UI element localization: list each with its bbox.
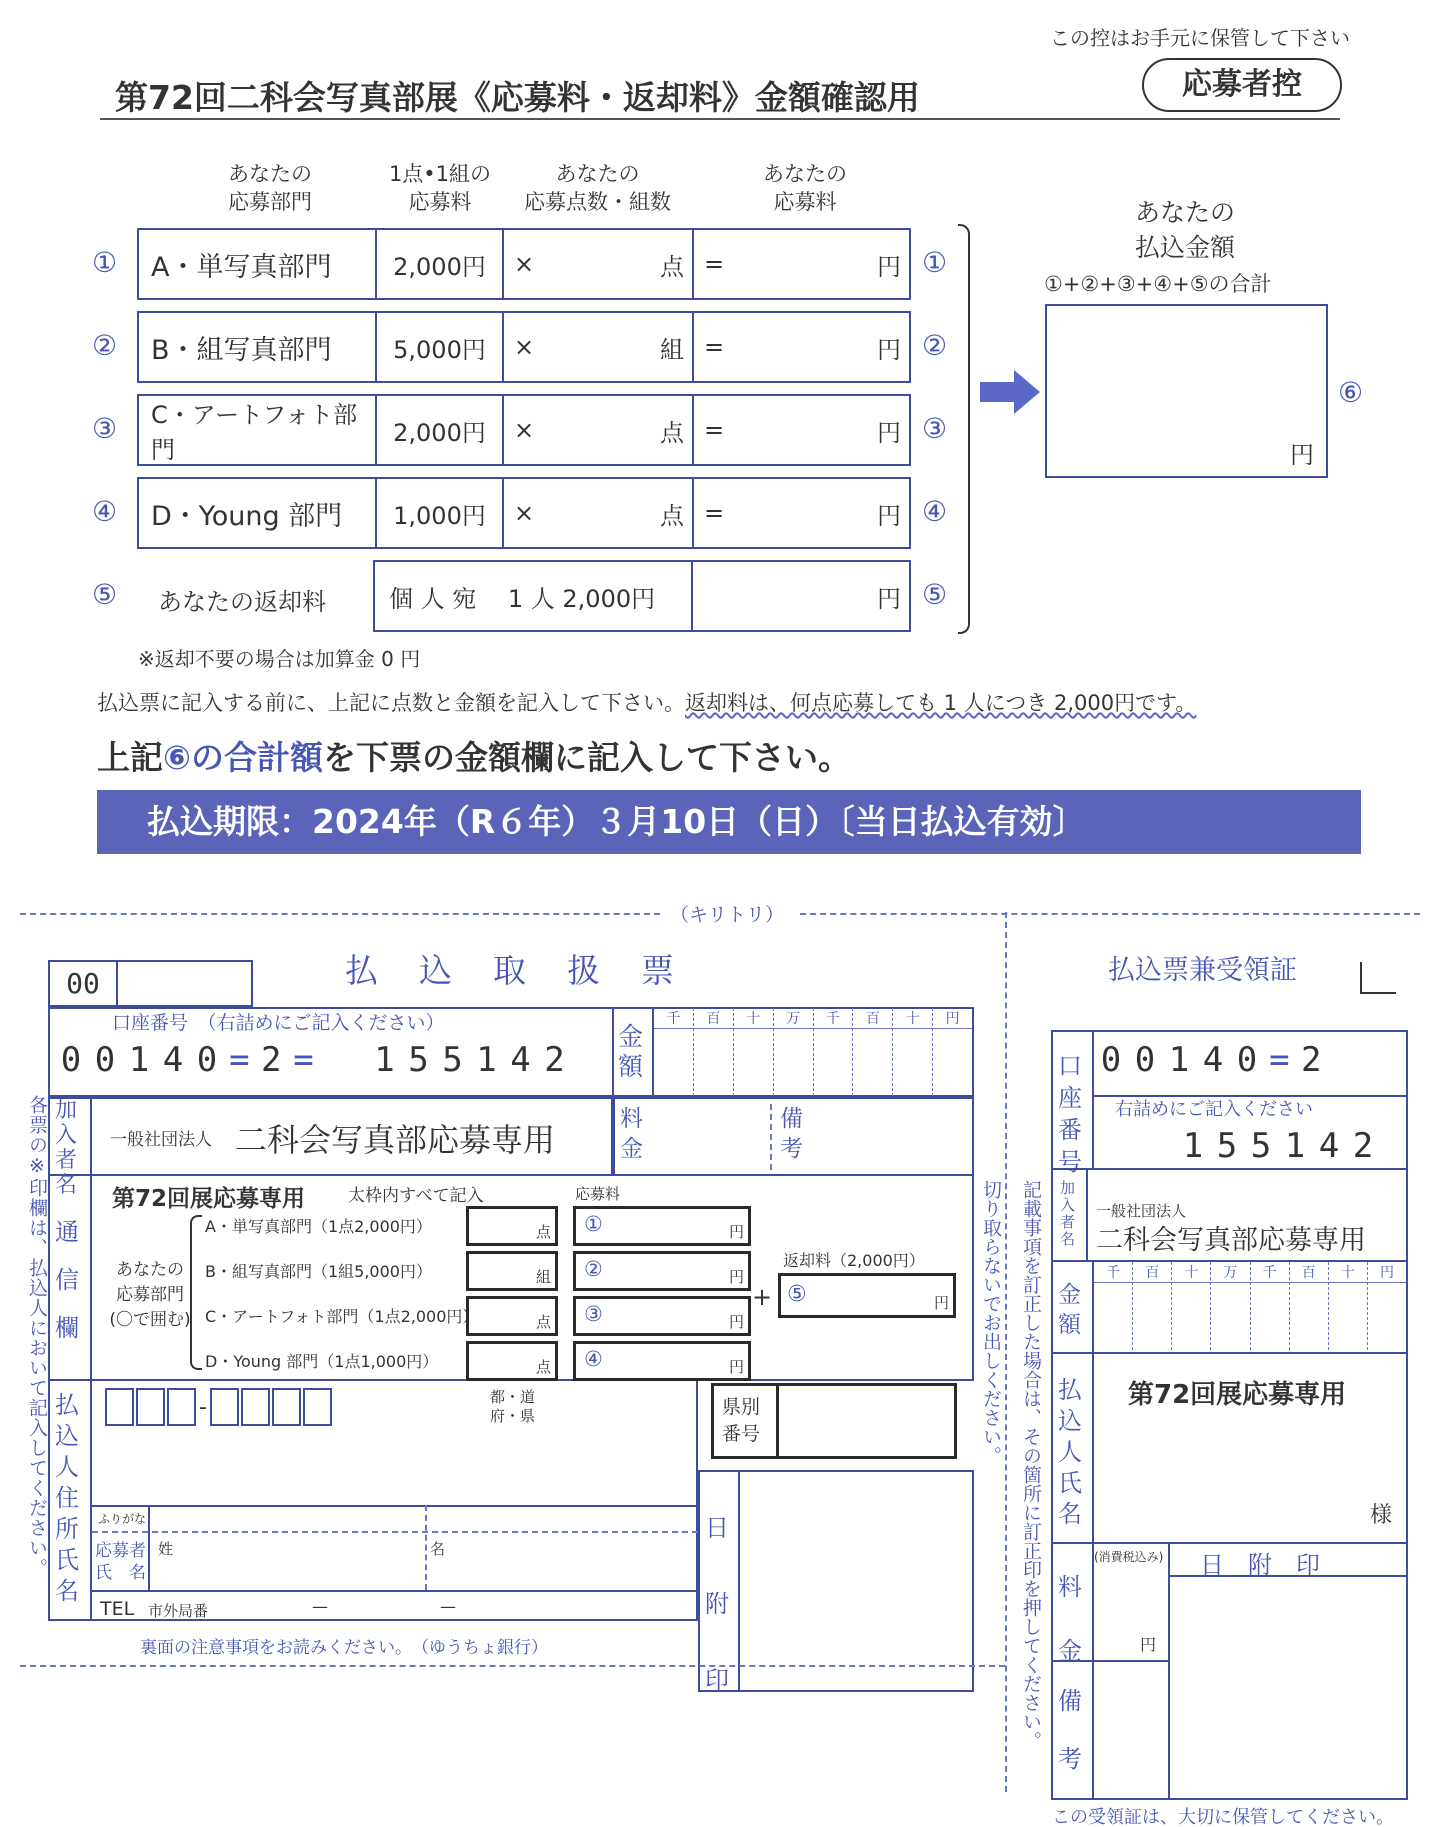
receipt-fee-divider	[1092, 1542, 1094, 1800]
row-total[interactable]	[694, 230, 909, 298]
left-side-note: 各票の※印欄は、払込人において記入してください。	[26, 1095, 48, 1578]
amount-place	[814, 1008, 854, 1096]
col-head-count: あなたの 応募点数・組数	[524, 162, 671, 214]
cut-line-right	[800, 913, 1420, 915]
pref-number-divider	[776, 1386, 779, 1456]
row-dept: A・単写真部門	[139, 230, 377, 298]
row-number-left: ③	[92, 412, 118, 445]
yen-unit: 円	[877, 501, 901, 530]
dept-num: ①	[584, 1212, 603, 1236]
place-label: 十	[1329, 1262, 1367, 1283]
amount-place	[1290, 1262, 1329, 1350]
return-fee-field[interactable]	[778, 1273, 956, 1318]
pref-label: 都・道 府・県	[490, 1388, 536, 1425]
amount-place	[933, 1008, 972, 1096]
receipt-tax: (消費税込み)	[1094, 1550, 1164, 1564]
slip-comm-fee-head: 応募料	[575, 1185, 621, 1203]
row-dept: D・Young 部門	[139, 479, 377, 547]
yen-unit: 円	[877, 252, 901, 281]
sum-total-box[interactable]	[1045, 304, 1328, 478]
slip-stamp-divider	[738, 1470, 740, 1692]
digit: 5	[1250, 1126, 1272, 1166]
receipt-right-note: 右詰めにご記入ください	[1115, 1099, 1313, 1120]
place-label: 十	[734, 1008, 773, 1029]
yen-unit: 円	[877, 584, 901, 613]
count-unit: 組	[535, 1268, 551, 1286]
given-label: 名	[430, 1540, 446, 1558]
comm-dept-fee[interactable]	[573, 1341, 751, 1381]
zip-box	[136, 1388, 165, 1426]
sum-bracket	[958, 224, 970, 634]
sum-title: あなたの 払込金額	[1134, 198, 1235, 262]
count-unit: 点	[660, 252, 684, 281]
digit: 0	[1100, 1040, 1122, 1080]
dash: =	[1269, 1040, 1290, 1080]
digit: 0	[1236, 1040, 1258, 1080]
place-label: 百	[1290, 1262, 1328, 1283]
receipt-payee-divider	[1086, 1168, 1088, 1260]
times-sign: ×	[514, 416, 535, 444]
digit: 1	[374, 1040, 395, 1080]
comm-dept-fee[interactable]	[573, 1296, 751, 1336]
times-sign: ×	[514, 499, 535, 527]
slip-payee-prefix: 一般社団法人	[110, 1130, 212, 1150]
receipt-corner	[1360, 962, 1396, 994]
slip-payee-divider	[90, 1097, 92, 1176]
digit: 1	[1168, 1040, 1190, 1080]
row-fee: 1,000円	[377, 479, 504, 547]
slip-amount-label: 金額	[618, 1022, 644, 1081]
return-fee-desc: 個 人 宛 1 人 2,000円	[375, 562, 693, 630]
count-unit: 点	[535, 1358, 551, 1376]
row-count[interactable]	[504, 313, 694, 381]
place-label: 千	[814, 1008, 853, 1029]
yen-unit: 円	[728, 1223, 744, 1241]
place-label: 百	[853, 1008, 892, 1029]
receipt-fee-label: 料金	[1058, 1573, 1082, 1665]
instruction-1b: 返却料は、何点応募しても 1 人につき 2,000円です。	[685, 691, 1197, 715]
digit: 0	[196, 1040, 218, 1080]
col-head-dept: あなたの 応募部門	[228, 162, 312, 214]
applicant-divider	[148, 1505, 150, 1590]
title-underline	[100, 118, 1340, 120]
row-number-right: ④	[922, 495, 948, 528]
comm-dept-name: B・組写真部門（1組5,000円）	[205, 1262, 432, 1281]
slip-code-box	[48, 960, 253, 1007]
row-count[interactable]	[504, 479, 694, 547]
zip-box	[272, 1388, 301, 1426]
place-label: 千	[654, 1008, 693, 1029]
digit: 1	[476, 1040, 497, 1080]
row-dept: B・組写真部門	[139, 313, 377, 381]
fee-row	[137, 394, 911, 466]
comm-dept-count[interactable]	[466, 1206, 558, 1246]
arrow-right-icon	[980, 370, 1040, 414]
col-head-total: あなたの 応募料	[763, 162, 847, 214]
slip-account-label: 口座番号 （右詰めにご記入ください）	[112, 1012, 445, 1034]
zip-box	[303, 1388, 332, 1426]
pref-number-label: 県別 番号	[722, 1396, 761, 1445]
slip-footer: 裏面の注意事項をお読みください。 （ゆうちょ銀行）	[140, 1638, 548, 1658]
amount-place	[694, 1008, 734, 1096]
receipt-amount-bottom	[1051, 1352, 1408, 1354]
plus-sign: +	[752, 1283, 773, 1311]
times-sign: ×	[514, 333, 535, 361]
slip-fee-label: 料金	[620, 1106, 643, 1162]
amount-place	[1329, 1262, 1368, 1350]
count-unit: 点	[535, 1313, 551, 1331]
receipt-payee-name: 二科会写真部応募専用	[1096, 1225, 1366, 1256]
dash: =	[293, 1040, 314, 1080]
return-note: ※返却不要の場合は加算金 0 円	[138, 647, 421, 671]
slip-account-number	[54, 1040, 571, 1080]
cut-label: （キリトリ）	[670, 904, 785, 926]
slip-amount-places[interactable]	[654, 1008, 972, 1096]
slip-comm-divider	[90, 1176, 92, 1381]
deadline-banner	[97, 790, 1361, 854]
row-total[interactable]	[694, 479, 909, 547]
dash: =	[229, 1040, 250, 1080]
slip-payer-label: 払込人住所氏名	[55, 1391, 79, 1605]
place-label: 百	[1133, 1262, 1171, 1283]
zip-box	[105, 1388, 134, 1426]
place-label: 円	[933, 1008, 972, 1029]
place-label: 円	[1368, 1262, 1406, 1283]
row-fee: 2,000円	[377, 396, 504, 464]
name-divider	[425, 1505, 427, 1590]
receipt-amount-places[interactable]	[1094, 1262, 1406, 1350]
comm-dept-name: D・Young 部門（1点1,000円）	[205, 1352, 439, 1371]
instruction-2c: を下票の金額欄に記入して下さい。	[322, 738, 851, 777]
digit: 1	[1182, 1126, 1204, 1166]
slip-code: 00	[50, 962, 118, 1005]
slip-account-divider	[612, 1007, 614, 1097]
receipt-payer-label: 払込人氏名	[1058, 1376, 1082, 1528]
keep-note: この控はお手元に保管して下さい	[1050, 26, 1350, 50]
sum-yen: 円	[1290, 441, 1314, 469]
amount-place	[654, 1008, 694, 1096]
digit: 2	[544, 1040, 565, 1080]
equals-sign: =	[704, 250, 725, 278]
tel-dash-1: —	[312, 1597, 328, 1616]
comm-dept-count[interactable]	[466, 1296, 558, 1336]
slip-memo-divider	[770, 1104, 772, 1170]
slip-comm-title: 第72回展応募専用	[112, 1186, 306, 1212]
pref-number-box[interactable]	[711, 1383, 957, 1459]
digit: 2	[1352, 1126, 1374, 1166]
instruction-line-1	[97, 687, 1196, 717]
amount-place	[1172, 1262, 1211, 1350]
count-unit: 点	[535, 1223, 551, 1241]
receipt-footer: この受領証は、大切に保管してください。	[1052, 1807, 1394, 1827]
yen-unit: 円	[728, 1358, 744, 1376]
yen-unit: 円	[728, 1268, 744, 1286]
instruction-1a: 払込票に記入する前に、上記に点数と金額を記入して下さい。	[97, 691, 685, 715]
zip-code-boxes[interactable]	[105, 1388, 332, 1426]
digit: 4	[510, 1040, 531, 1080]
row-count[interactable]	[504, 230, 694, 298]
receipt-title: 払込票兼受領証	[1108, 955, 1297, 986]
amount-place	[1094, 1262, 1133, 1350]
zip-box	[241, 1388, 270, 1426]
comm-dept-count[interactable]	[466, 1341, 558, 1381]
fee-row	[137, 311, 911, 383]
equals-sign: =	[704, 499, 725, 527]
digit: 1	[1284, 1126, 1306, 1166]
tel-city-label: 市外局番	[148, 1602, 209, 1620]
place-label: 千	[1094, 1262, 1132, 1283]
slip-memo-label: 備考	[780, 1106, 803, 1162]
fee-row	[137, 477, 911, 549]
place-label: 万	[774, 1008, 813, 1029]
receipt-yen: 円	[1140, 1635, 1157, 1654]
row-number-right: ③	[922, 412, 948, 445]
furigana-label: ふりがな	[98, 1512, 147, 1526]
row-count[interactable]	[504, 396, 694, 464]
times-sign: ×	[514, 250, 535, 278]
return-num: ⑤	[787, 1282, 807, 1307]
equals-sign: =	[704, 333, 725, 361]
receipt-account-number	[1094, 1040, 1328, 1080]
instruction-2b: ⑥の合計額	[163, 738, 323, 777]
count-unit: 点	[660, 501, 684, 530]
return-fee-label: あなたの返却料	[158, 588, 326, 616]
tel-dash-2: —	[440, 1597, 456, 1616]
row-fee: 2,000円	[377, 230, 504, 298]
digit: 0	[1134, 1040, 1156, 1080]
cut-line-vertical	[1005, 912, 1007, 1792]
correct-side-note: 記載事項を訂正した場合は、その箇所に訂正印を押してください。	[1020, 1180, 1042, 1750]
applicant-copy-badge: 応募者控	[1142, 58, 1342, 112]
digit: 5	[1216, 1126, 1238, 1166]
instruction-2a: 上記	[97, 738, 163, 777]
slip-payee-name: 二科会写真部応募専用	[235, 1121, 556, 1159]
row-number-left: ①	[92, 246, 118, 279]
slip-title: 払 込 取 扱 票	[345, 951, 678, 990]
applicant-label: 応募者 氏 名	[95, 1541, 146, 1583]
receipt-stamp: 日 附 印	[1200, 1551, 1320, 1579]
slip-comm-label: 通信欄	[55, 1218, 79, 1342]
row-number-left: ⑤	[92, 578, 118, 611]
digit: 4	[1202, 1040, 1224, 1080]
receipt-payer-divider	[1092, 1352, 1094, 1542]
receipt-account-label: 口座番号	[1058, 1052, 1082, 1176]
receipt-payer-value: 第72回展応募専用	[1128, 1380, 1347, 1410]
comm-dept-fee[interactable]	[573, 1251, 751, 1291]
row-number-left: ②	[92, 329, 118, 362]
place-label: 百	[694, 1008, 733, 1029]
your-dept-label: あなたの 応募部門 (〇で囲む)	[109, 1260, 191, 1330]
amount-place	[1211, 1262, 1250, 1350]
row-number-left: ④	[92, 495, 118, 528]
comm-dept-fee[interactable]	[573, 1206, 751, 1246]
slip-payee-label: 加入者名	[55, 1098, 78, 1198]
dept-num: ④	[584, 1347, 603, 1371]
row-fee: 5,000円	[377, 313, 504, 381]
return-fee-row	[373, 560, 911, 632]
col-head-fee: 1点•1組の 応募料	[388, 162, 492, 214]
place-label: 千	[1251, 1262, 1289, 1283]
receipt-fee-right-divider	[1168, 1542, 1170, 1800]
cut-side-note: 切り取らないでお出しください。	[980, 1180, 1002, 1465]
receipt-number-digits	[1176, 1126, 1380, 1166]
amount-place	[893, 1008, 933, 1096]
count-unit: 組	[660, 335, 684, 364]
cut-line-left	[20, 913, 660, 915]
receipt-account-bottom	[1051, 1168, 1408, 1170]
digit: 1	[128, 1040, 150, 1080]
digit: 0	[94, 1040, 116, 1080]
receipt-account-digits	[1094, 1040, 1264, 1080]
yen-unit: 円	[933, 1294, 949, 1312]
slip-number-digits	[367, 1040, 571, 1080]
digit: 5	[408, 1040, 429, 1080]
zip-box	[210, 1388, 239, 1426]
surname-label: 姓	[158, 1540, 174, 1558]
slip-comm-note: 太枠内すべて記入	[348, 1186, 484, 1206]
fee-row	[137, 228, 911, 300]
receipt-check-digit: 2	[1300, 1040, 1322, 1080]
receipt-payee-prefix: 一般社団法人	[1096, 1202, 1187, 1220]
amount-place	[1368, 1262, 1406, 1350]
instruction-line-2	[97, 732, 851, 779]
equals-sign: =	[704, 416, 725, 444]
sum-number: ⑥	[1338, 376, 1364, 409]
row-number-right: ⑤	[922, 578, 948, 611]
zip-box	[167, 1388, 196, 1426]
comm-dept-count[interactable]	[466, 1251, 558, 1291]
page-title: 第72回二科会写真部展《応募料・返却料》金額確認用	[115, 78, 920, 117]
receipt-memo-line	[1051, 1660, 1168, 1662]
row-number-right: ①	[922, 246, 948, 279]
receipt-payee-label: 加入者名	[1060, 1179, 1076, 1248]
comm-dept-name: C・アートフォト部門（1点2,000円）	[205, 1307, 479, 1326]
place-label: 十	[1172, 1262, 1210, 1283]
dept-num: ②	[584, 1257, 603, 1281]
row-total[interactable]	[694, 313, 909, 381]
zip-separator: -	[199, 1394, 207, 1420]
amount-place	[774, 1008, 814, 1096]
yen-unit: 円	[877, 335, 901, 364]
yen-unit: 円	[728, 1313, 744, 1331]
tel-line	[92, 1590, 698, 1592]
amount-place	[853, 1008, 893, 1096]
slip-stamp-label: 日附印	[705, 1514, 729, 1694]
receipt-payer-bottom	[1051, 1542, 1408, 1544]
tel-label: TEL	[100, 1598, 135, 1620]
receipt-number-digit-list	[1176, 1126, 1380, 1166]
receipt-amount-label: 金額	[1058, 1282, 1081, 1338]
digit: 4	[1318, 1126, 1340, 1166]
dept-num: ③	[584, 1302, 603, 1326]
furigana-line	[92, 1505, 698, 1507]
yen-unit: 円	[877, 418, 901, 447]
sum-formula: ①+②+③+④+⑤の合計	[1044, 272, 1272, 296]
row-number-right: ②	[922, 329, 948, 362]
deadline-text: 払込期限：2024年（R６年）３月10日（日）〔当日払込有効〕	[147, 802, 1086, 841]
amount-place	[1251, 1262, 1290, 1350]
slip-check-digit: 2	[260, 1040, 282, 1080]
slip-bottom-line	[20, 1665, 1005, 1667]
place-label: 十	[893, 1008, 932, 1029]
slip-payer-divider	[90, 1381, 92, 1621]
receipt-sama: 様	[1370, 1503, 1393, 1528]
comm-dept-name: A・単写真部門（1点2,000円）	[205, 1217, 432, 1236]
dept-bracket	[190, 1215, 202, 1370]
digit: 5	[442, 1040, 463, 1080]
count-unit: 点	[660, 418, 684, 447]
return-fee-head: 返却料（2,000円）	[783, 1251, 925, 1270]
row-dept: C・アートフォト部門	[139, 396, 377, 464]
place-label: 万	[1211, 1262, 1249, 1283]
amount-place	[734, 1008, 774, 1096]
row-total[interactable]	[694, 396, 909, 464]
receipt-stamp-line	[1168, 1575, 1408, 1577]
furigana-divider	[92, 1531, 698, 1533]
return-fee-amount[interactable]	[693, 562, 909, 630]
receipt-memo-label: 備考	[1058, 1687, 1082, 1773]
slip-account-digits	[54, 1040, 224, 1080]
digit: 4	[162, 1040, 184, 1080]
digit: 0	[60, 1040, 82, 1080]
amount-place	[1133, 1262, 1172, 1350]
